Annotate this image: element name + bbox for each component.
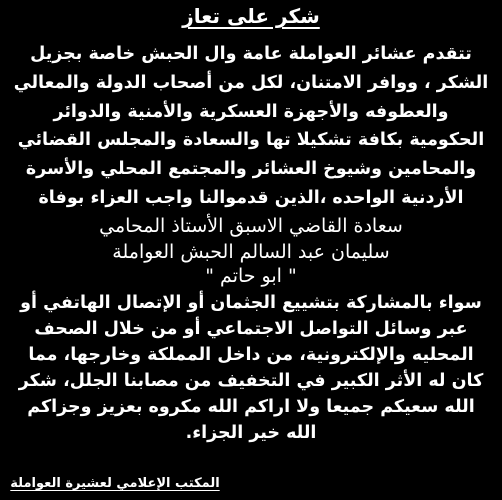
deceased-name-line: سليمان عبد السالم الحبش العواملة — [112, 241, 390, 263]
intro-line: الشكر ، ووافر الامتنان، لكل من أصحاب الدولة والمعالي — [13, 73, 489, 93]
intro-line: تتقدم عشائر العواملة عامة وال الحبش خاصة بجزيل — [30, 44, 472, 64]
closing-line: المحليه والإلكترونية، من داخل المملكة وخارجها، مما — [28, 345, 474, 365]
signature: المكتب الإعلامي لعشيرة العواملة — [10, 476, 220, 491]
closing-line: الله خير الجزاء. — [185, 423, 317, 443]
deceased-nickname-line: " ابو حاتم " — [205, 265, 297, 287]
intro-line: والمحامين وشيوخ العشائر والمجتمع المحلي والأسرة — [25, 159, 477, 179]
deceased-title-line: سعادة القاضي الاسبق الأستاذ المحامي — [99, 215, 403, 237]
notice-title: شكر على تعاز — [182, 4, 320, 28]
intro-line: الحكومية بكافة تشكيلا تها والسعادة والمجلس القضائي — [17, 130, 485, 150]
closing-line: عبر وسائل التواصل الاجتماعي أو من خلال الصحف — [34, 319, 468, 339]
closing-line: كان له الأثر الكبير في التخفيف من مصابنا الجلل، شكر — [18, 371, 484, 391]
intro-line: والعطوفه والأجهزة العسكرية والأمنية والدوائر — [53, 102, 449, 122]
closing-line: الله سعيكم جميعا ولا اراكم الله مكروه بعزيز وجزاكم — [27, 397, 475, 417]
closing-line: سواء بالمشاركة بتشييع الجثمان أو الإتصال الهاتفي أو — [20, 293, 482, 313]
intro-line: الأردنية الواحده ،الذين قدموالنا واجب العزاء بوفاة — [38, 188, 464, 208]
